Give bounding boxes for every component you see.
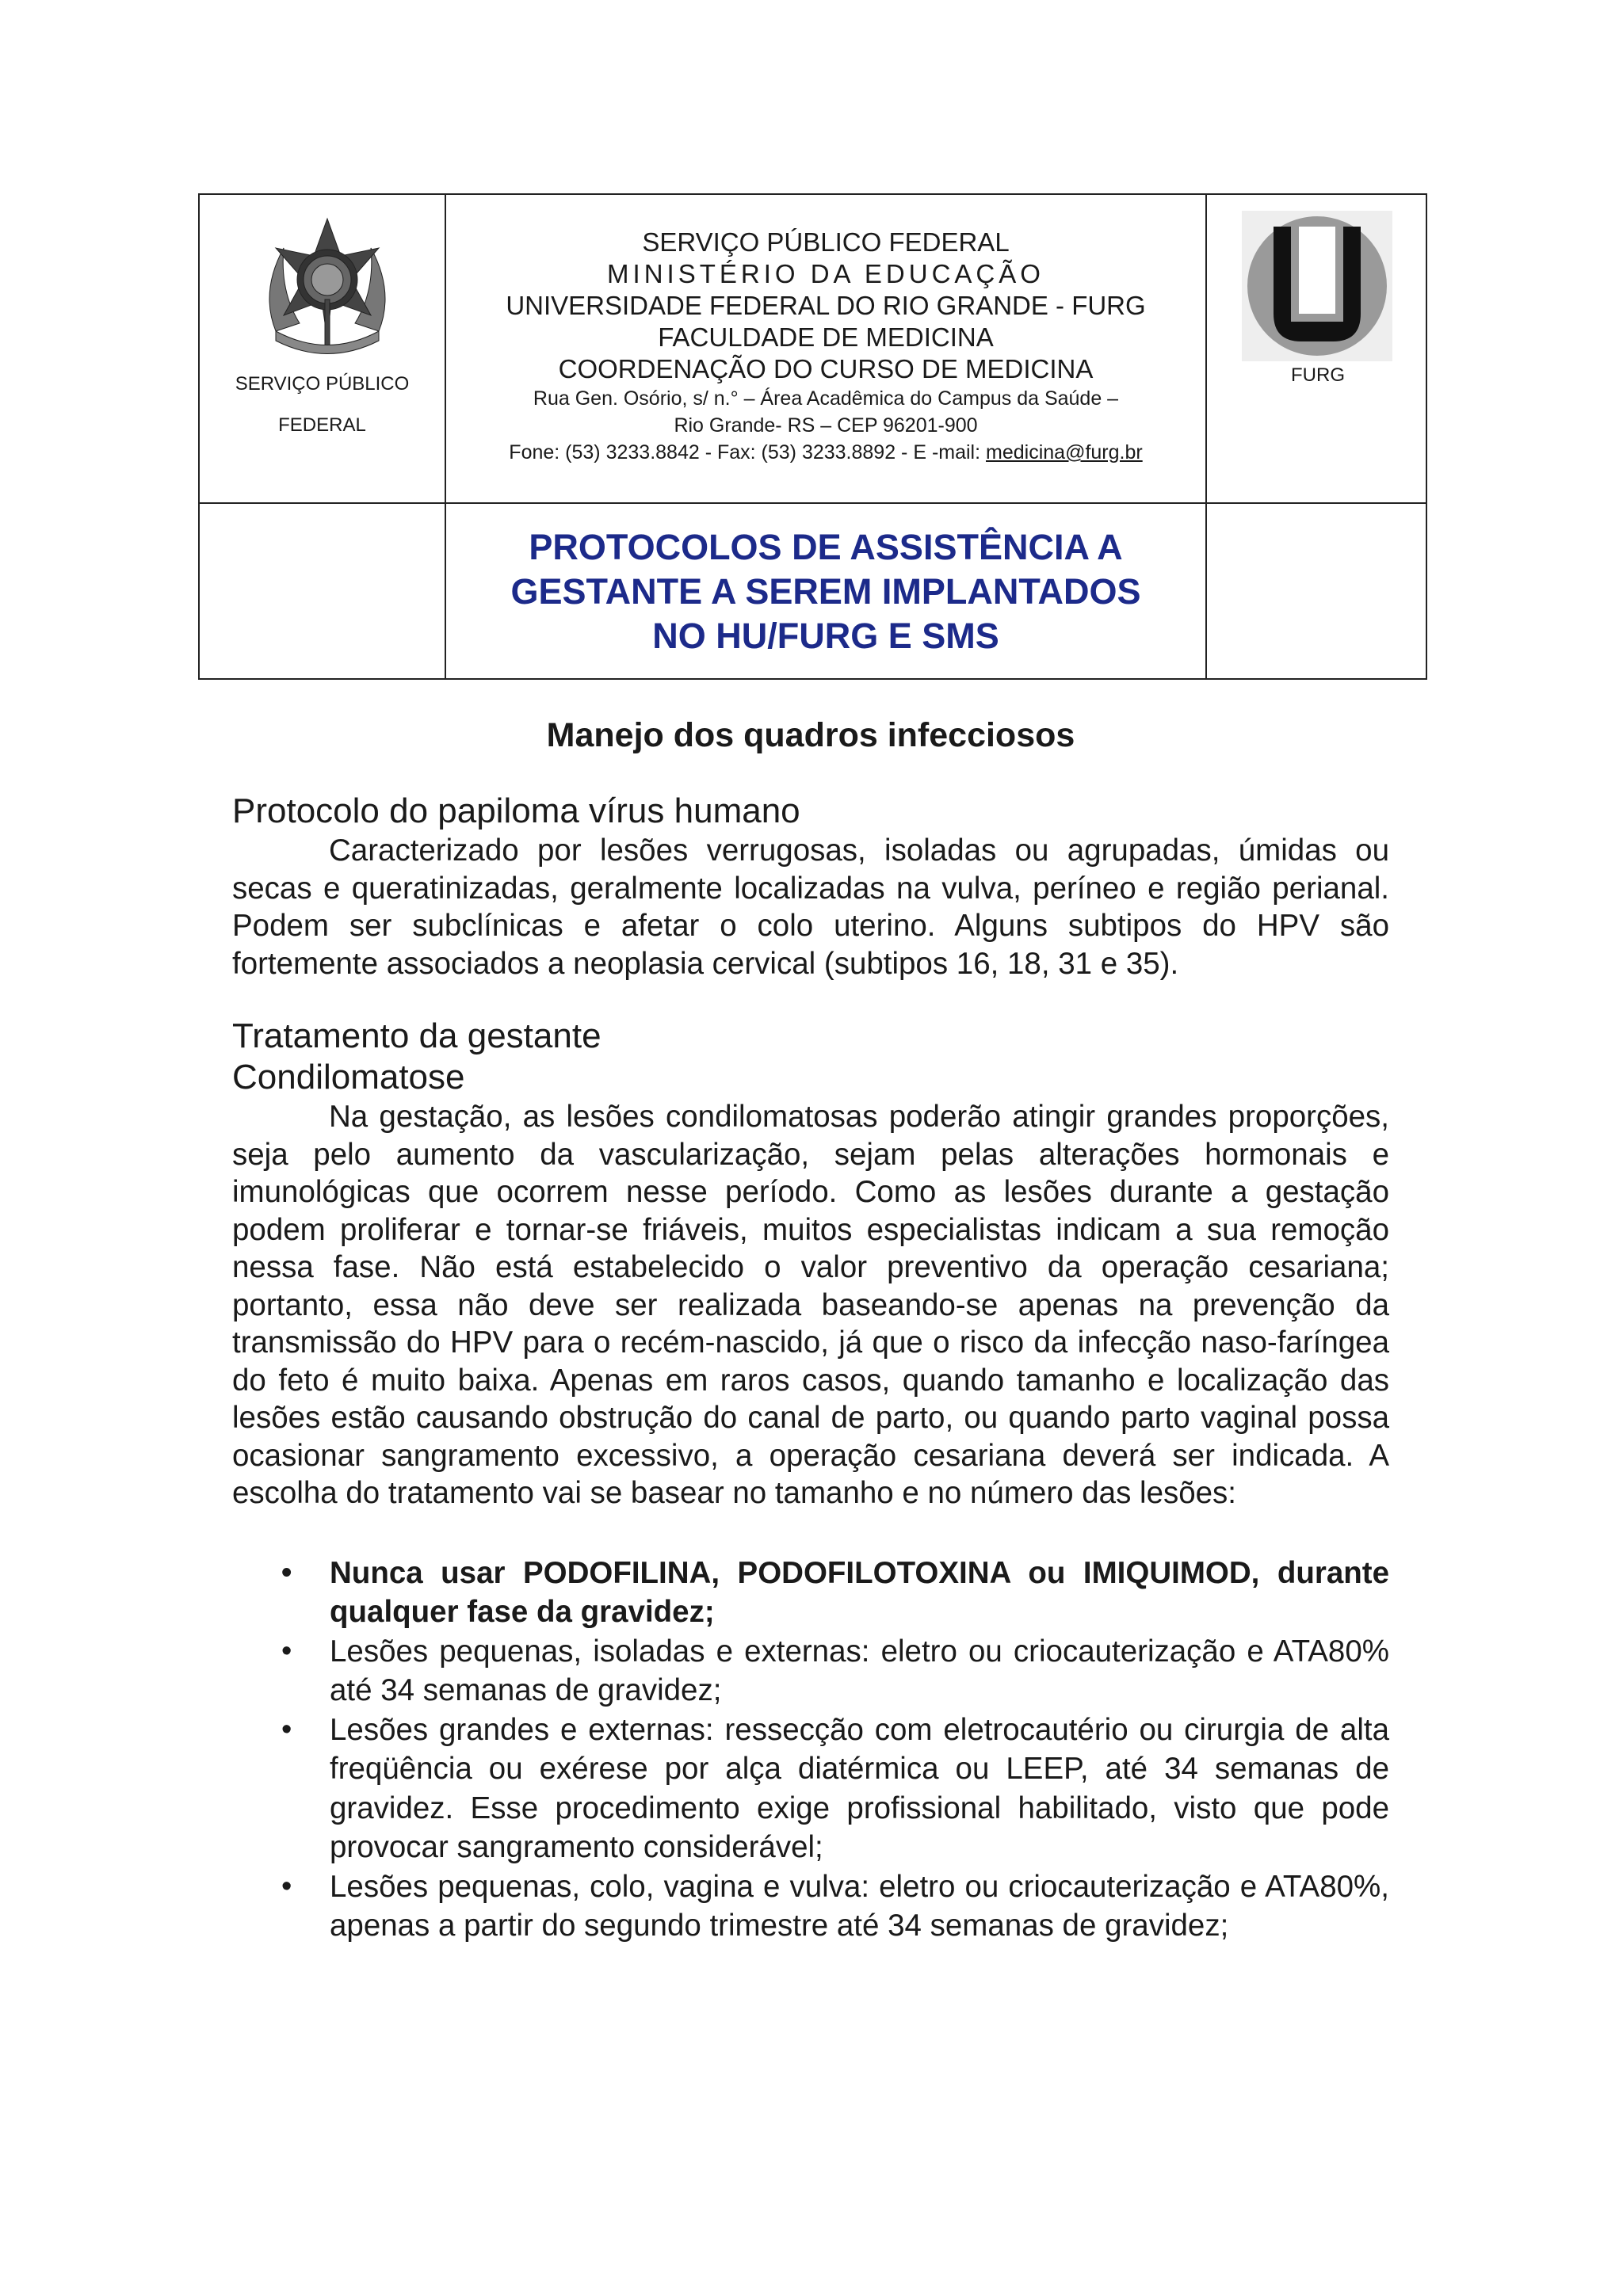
bullet-icon: •: [281, 1555, 292, 1589]
document-body: [232, 713, 1389, 1946]
list-item: [232, 1711, 1389, 1867]
left-header-label: [200, 372, 445, 455]
institution-line-coordination: COORDENAÇÃO DO CURSO DE MEDICINA: [558, 354, 1094, 383]
protocol-title-cell: [446, 504, 1205, 680]
institution-address-line1: Rua Gen. Osório, s/ n.° – Área Acadêmica do Campus da Saúde –: [533, 387, 1119, 410]
bullet-icon: •: [281, 1634, 292, 1668]
section-heading-treatment: Tratamento da gestante: [232, 1016, 601, 1055]
treatment-bullet-list: [232, 1554, 1389, 1946]
brazil-coat-of-arms-icon: [252, 212, 403, 363]
institution-address-line2: Rio Grande- RS – CEP 96201-900: [674, 414, 978, 437]
contact-phone-fax: Fone: (53) 3233.8842 - Fax: (53) 3233.8892 - E -mail:: [509, 441, 987, 463]
paragraph-condilomatose: Na gestação, as lesões condilomatosas poderão atingir grandes proporções, seja pelo aumento da vascularização, sejam pelas alterações hormonais e imunológicas que ocorrem nesse período. Como as lesões durante a gestação podem proliferar e tornar-se friáveis, muitos especialistas indicam a sua remoção nessa fase. Não está estabelecido o valor preventivo da operação cesariana; portanto, essa não deve ser realizada baseando-se apenas na prevenção da transmissão do HPV para o recém-nascido, já que o risco da infecção naso-faríngea do feto é muito baixa. Apenas em raros casos, quando tamanho e localização das lesões estão causando obstrução do canal de parto, ou quando parto vaginal possa ocasionar sangramento excessivo, a operação cesariana deverá ser indicada. A escolha do tratamento vai se basear no tamanho e no número das lesões:: [232, 1100, 1389, 1510]
list-item: [232, 1632, 1389, 1711]
bullet-icon: •: [281, 1712, 292, 1746]
furg-label: FURG: [1291, 364, 1345, 386]
left-label-line2: FEDERAL: [278, 414, 366, 436]
document-title: Manejo dos quadros infecciosos: [546, 716, 1075, 754]
email-link[interactable]: medicina@furg.br: [986, 441, 1143, 463]
section-heading-condilomatose: Condilomatose: [232, 1058, 465, 1097]
list-item: [232, 1554, 1389, 1632]
header-left-cell: [200, 195, 445, 502]
list-item: [232, 1867, 1389, 1946]
list-item-text: Lesões pequenas, isoladas e externas: eletro ou criocauterização e ATA80% até 34 semanas de gravidez;: [330, 1634, 1389, 1707]
header-institution-block: [446, 227, 1205, 466]
left-label-line1: SERVIÇO PÚBLICO: [235, 373, 410, 395]
institution-contact-line: [446, 439, 1205, 466]
institution-line-faculty: FACULDADE DE MEDICINA: [658, 322, 994, 352]
list-item-text: Lesões pequenas, colo, vagina e vulva: eletro ou criocauterização e ATA80%, apenas a partir do segundo trimestre até 34 semanas de gravidez;: [330, 1869, 1389, 1943]
list-item-text: Lesões grandes e externas: ressecção com eletrocautério ou cirurgia de alta freqüência ou exérese por alça diatérmica ou LEEP, até 34 semanas de gravidez. Esse procedimento exige profissional habilitado, visto que pode provocar sangramento considerável;: [330, 1712, 1389, 1864]
list-item-text: Nunca usar PODOFILINA, PODOFILOTOXINA ou IMIQUIMOD, durante qualquer fase da gravidez;: [330, 1555, 1389, 1629]
bullet-icon: •: [281, 1869, 292, 1903]
paragraph-hpv-description: Caracterizado por lesões verrugosas, isoladas ou agrupadas, úmidas ou secas e queratinizadas, geralmente localizadas na vulva, períneo e região perianal. Podem ser subclínicas e afetar o colo uterino. Alguns subtipos do HPV são fortemente associados a neoplasia cervical (subtipos 16, 18, 31 e 35).: [232, 833, 1389, 981]
institution-line-service: SERVIÇO PÚBLICO FEDERAL: [642, 227, 1010, 257]
institution-line-university: UNIVERSIDADE FEDERAL DO RIO GRANDE - FURG: [506, 291, 1146, 320]
furg-logo-icon: [1242, 211, 1392, 361]
header-table: [198, 193, 1427, 680]
protocol-title: PROTOCOLOS DE ASSISTÊNCIA A GESTANTE A SEREM IMPLANTADOS NO HU/FURG E SMS: [510, 527, 1141, 656]
section-heading-hpv-protocol: Protocolo do papiloma vírus humano: [232, 791, 800, 830]
header-right-cell: [1207, 195, 1429, 502]
institution-line-ministry: MINISTÉRIO DA EDUCAÇÃO: [607, 259, 1044, 288]
